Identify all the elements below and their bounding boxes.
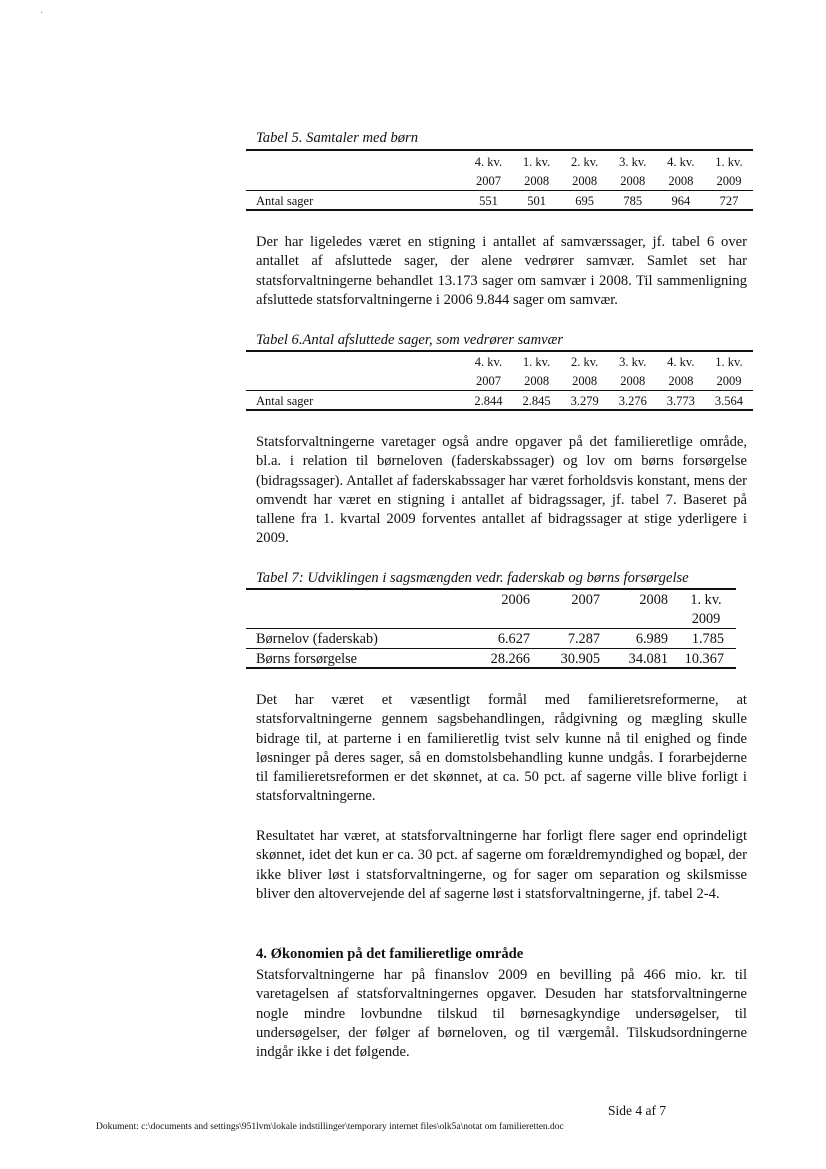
table6-cell: 2.844: [474, 393, 503, 408]
table7-cell: 6.627: [497, 630, 530, 647]
table7-row-label: Børnelov (faderskab): [256, 630, 378, 647]
table6-header: 4. kv.: [474, 355, 503, 369]
table5-header: 4. kv.: [474, 155, 503, 169]
table6-data-row: [246, 391, 753, 411]
table5-cell: 501: [527, 193, 546, 208]
table5-header-year: 2008: [572, 174, 598, 188]
table5-header: 3. kv.: [619, 155, 647, 169]
table6-header-row2: [246, 372, 753, 391]
table5-header-row1: [246, 153, 753, 172]
table5-cell: 551: [479, 193, 498, 208]
table5-header-rule: [246, 190, 753, 191]
table7-header: 2006: [501, 592, 530, 608]
table7: [246, 591, 736, 669]
table7-header: 2008: [639, 592, 668, 608]
table5-header-year: 2007: [475, 174, 501, 188]
table6-cell: 3.276: [618, 393, 647, 408]
table6-header: 1. kv.: [715, 355, 743, 369]
table5-header: 2. kv.: [570, 155, 599, 169]
table5-header: 4. kv.: [667, 155, 695, 169]
table6-cell: 2.845: [522, 393, 551, 408]
table7-bottom-rule: [246, 667, 736, 669]
table5-data-row: [246, 191, 753, 211]
table6-header-year: 2007: [475, 374, 501, 388]
table5-top-rule: [246, 149, 753, 151]
table-row: [246, 649, 736, 669]
table5-header: 1. kv.: [522, 155, 551, 169]
table6-row-label: Antal sager: [256, 393, 314, 408]
table6-header: 2. kv.: [570, 355, 599, 369]
table6-header: 4. kv.: [667, 355, 695, 369]
table7-header-year: 2009: [691, 611, 721, 627]
table5-cell: 727: [719, 193, 739, 208]
table7-top-rule: [246, 588, 736, 590]
table5-header-row2: [246, 172, 753, 191]
table5-header-year: 2008: [524, 174, 550, 188]
table6-header-year: 2009: [716, 374, 742, 388]
table7-cell: 1.785: [691, 630, 724, 647]
table6-bottom-rule: [246, 409, 753, 411]
table6: [246, 353, 753, 411]
table5-header: 1. kv.: [715, 155, 743, 169]
table7-header-row: [246, 591, 736, 610]
section-heading: 4. Økonomien på det familieretlige område: [256, 946, 524, 962]
paragraph-familieretlige-opgaver: Statsforvaltningerne varetager også andre opgaver på det familieretlige område, bl.a. i relation til børneloven (faderskabssager) og lov om børns forsørgelse (bidragssager). Antallet af faderskabssager har været forholdsvis konstant, mens der omvendt har været en stigning i antallet af bidragssager, jf. tabel 7. Baseret på tallene fra 1. kvartal 2009 forventes antallet af bidragssager at stige yderligere i 2009.: [256, 434, 747, 547]
paragraph-formaal: Det har været et væsentligt formål med familieretsreformerne, at statsforvaltningerne gennem sagsbehandlingen, rådgivning og mægling skulle bidrage til, at parterne i en familieretlig tvist selv kunne nå til enighed og finde løsninger på deres sager, så en domstolsbehandling kunne undgås. I forarbejderne til familieretsreformen er det skønnet, at ca. 50 pct. af sagerne ville blive forligt i statsforvaltningerne.: [256, 692, 747, 805]
table5-cell: 785: [623, 193, 643, 208]
table5-header-year: 2009: [716, 174, 742, 188]
table6-header: 3. kv.: [619, 355, 647, 369]
table6-header: 1. kv.: [522, 355, 551, 369]
stray-dot: ·: [40, 8, 44, 19]
table5-header-year: 2008: [620, 174, 646, 188]
table5: [246, 153, 753, 211]
table6-header-row1: [246, 353, 753, 372]
table-row: [246, 629, 736, 649]
table5-bottom-rule: [246, 209, 753, 211]
table7-cell: 30.905: [560, 650, 600, 667]
table6-header-year: 2008: [620, 374, 646, 388]
page-number: Side 4 af 7: [608, 1103, 667, 1118]
table6-caption: Tabel 6.Antal afsluttede sager, som vedrører samvær: [256, 332, 564, 348]
table7-cell: 10.367: [684, 650, 724, 667]
table6-cell: 3.279: [570, 393, 599, 408]
table6-top-rule: [246, 350, 753, 352]
table7-header: 2007: [571, 592, 600, 608]
table7-header: 1. kv.: [690, 592, 722, 608]
table7-header-rule: [246, 628, 736, 629]
table6-header-year: 2008: [668, 374, 694, 388]
table7-cell: 6.989: [635, 630, 668, 647]
table7-cell: 34.081: [628, 650, 668, 667]
document-path-footer: Dokument: c:\documents and settings\951lvm\lokale indstillinger\temporary internet files\olk5a\notat om familieretten.doc: [96, 1122, 564, 1132]
table7-cell: 7.287: [567, 630, 600, 647]
table7-row-label: Børns forsørgelse: [256, 650, 357, 667]
table7-row-rule: [246, 648, 736, 649]
table5-cell: 695: [575, 193, 595, 208]
table5-caption: Tabel 5. Samtaler med børn: [256, 130, 419, 146]
paragraph-samvaer: Der har ligeledes været en stigning i antallet af samværssager, jf. tabel 6 over antallet af afsluttede sager, der alene vedrører samvær. Samlet set har statsforvaltningerne behandlet 13.173 sager om samvær i 2008. Til sammenligning afsluttede statsforvaltningerne i 2006 9.844 sager om samvær.: [256, 234, 747, 308]
paragraph-oekonomi: Statsforvaltningerne har på finanslov 2009 en bevilling på 466 mio. kr. til varetagelsen af statsforvaltningernes opgaver. Desuden har statsforvaltningerne nogle mindre lovbundne tilskud til børnesagkyndige undersøgelser, til undersøgelser, der følger af børneloven, og til værgemål. Tilskudsordningerne indgår ikke i det følgende.: [256, 967, 747, 1061]
table6-header-rule: [246, 390, 753, 391]
table5-cell: 964: [671, 193, 691, 208]
table6-header-year: 2008: [524, 374, 550, 388]
table6-cell: 3.564: [714, 393, 743, 408]
table7-cell: 28.266: [490, 650, 530, 667]
table7-header-row2: [246, 610, 736, 629]
table7-caption: Tabel 7: Udviklingen i sagsmængden vedr. faderskab og børns forsørgelse: [256, 570, 689, 586]
table6-header-year: 2008: [572, 374, 598, 388]
paragraph-resultat: Resultatet har været, at statsforvaltningerne har forligt flere sager end oprindeligt skønnet, idet det kun er ca. 30 pct. af sagerne om forældremyndighed og bopæl, der ikke bliver løst i statsforvaltningerne, og for sager om separation og skilsmisse bliver den altovervejende del af sagerne løst i statsforvaltningerne, jf. tabel 2-4.: [256, 828, 747, 902]
table5-row-label: Antal sager: [256, 193, 314, 208]
table6-cell: 3.773: [666, 393, 695, 408]
table5-header-year: 2008: [668, 174, 694, 188]
